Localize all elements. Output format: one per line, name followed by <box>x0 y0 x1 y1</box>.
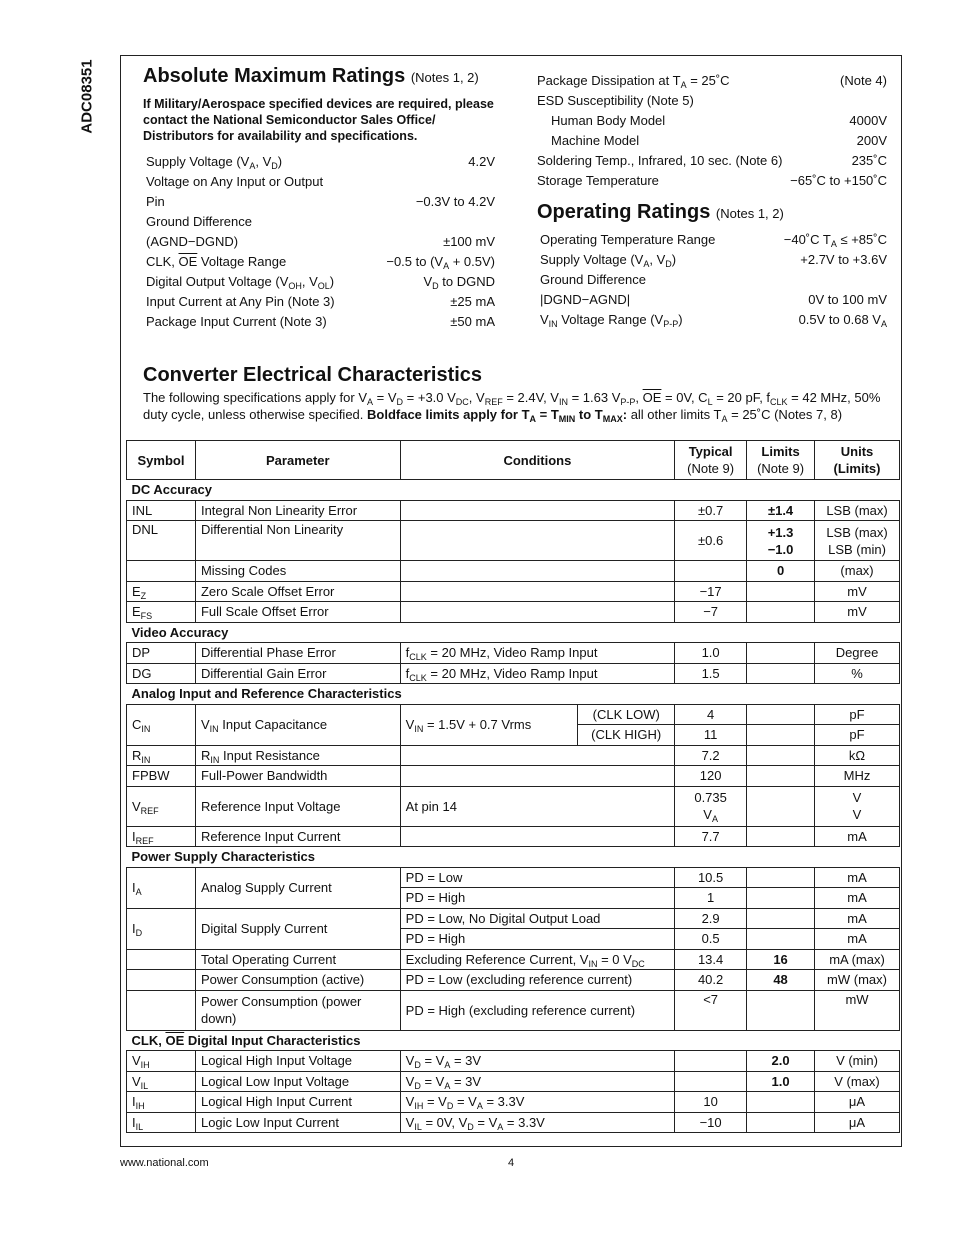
amr-iin: Input Current at Any Pin (Note 3) ±25 mA <box>146 294 495 309</box>
absolute-max-ratings <box>143 65 495 332</box>
spec-table <box>126 440 900 1133</box>
table-row: $I_D$ Digital Supply Current PD = Low, No Digital Output Load 2.9 mA <box>127 908 900 929</box>
amr-spec-list <box>143 152 495 332</box>
table-row: Missing Codes 0 (max) <box>127 561 900 582</box>
amr-heading: Absolute Maximum Ratings (Notes 1, 2) <box>143 65 479 87</box>
amr-spec-list-2 <box>537 71 887 191</box>
opr-spec-list <box>537 230 887 330</box>
section-row: CLK, $\overline{OE}$ Digital Input Characteristics <box>127 1030 900 1051</box>
amr-esd: ESD Susceptibility (Note 5) <box>537 93 694 108</box>
cec-section <box>143 364 901 423</box>
table-row: Power Consumption (active) PD = Low (excluding reference current) 40.2 48 mW (max) <box>127 970 900 991</box>
section-row: DC Accuracy <box>127 480 900 501</box>
table-row: $I_{IL}$ Logic Low Input Current $V_{IL} = 0V$, $V_D = V_A = 3.3V$ −10 μA <box>127 1112 900 1133</box>
footer-page-number: 4 <box>508 1157 515 1169</box>
amr-vin-2: Pin −0.3V to 4.2V <box>146 194 495 209</box>
table-row: $E_{FS}$ Full Scale Offset Error −7 mV <box>127 602 900 623</box>
amr-solder: Soldering Temp., Infrared, 10 sec. (Note 6) 235˚C <box>537 153 887 168</box>
table-row: $I_{REF}$ Reference Input Current 7.7 mA <box>127 826 900 847</box>
table-row: Power Consumption (power down) PD = High (excluding reference current) <7 mW <box>127 990 900 1030</box>
table-row: PD = High 0.5 mA <box>127 929 900 950</box>
amr-supply-label: Supply Voltage ($V_A$, $V_D$) <box>146 154 283 171</box>
table-row: $V_{IL}$ Logical Low Input Voltage $V_D = V_A = 3V$ 1.0 V (max) <box>127 1071 900 1092</box>
side-part-number: ADC08351 <box>78 59 96 134</box>
amr-gd-2: (AGND−DGND) ±100 mV <box>146 234 495 249</box>
section-row: Power Supply Characteristics <box>127 847 900 868</box>
table-row: FPBW Full-Power Bandwidth 120 MHz <box>127 766 900 787</box>
opr-gd-1: Ground Difference <box>540 272 646 287</box>
cec-heading: Converter Electrical Characteristics <box>143 364 483 386</box>
table-row: $E_Z$ Zero Scale Offset Error −17 mV <box>127 581 900 602</box>
amr-mm: Machine Model 200V <box>551 133 887 148</box>
cec-intro: The following specifications apply for $V_A = V_D = +3.0$ $V_{DC}$, $V_{REF} = 2.4V$, $V_{IN} = 1.63$ $V_{P-P}$, $\overline{OE} = 0V$, $C_L = 20$ pF, $f_{CLK} = 42$ MHz, 50% duty cycle, unless otherwise specified. Boldface limits apply for $T_A = T_{MIN}$ to $T_{MAX}$: all other limits $T_A$ = 25˚C (Notes 7, 8) <box>143 390 881 424</box>
table-row: $I_A$ Analog Supply Current PD = Low 10.5 mA <box>127 867 900 888</box>
opr-temp: Operating Temperature Range −40˚C $T_A$ ≤ +85˚C <box>540 232 887 249</box>
table-row: $V_{REF}$ Reference Input Voltage At pin 14 0.735 $V_A$ V V <box>127 786 900 826</box>
amr-pkg-in: Package Input Current (Note 3) ±50 mA <box>146 314 495 329</box>
amr-supply: Supply Voltage ($V_A$, $V_D$) 4.2V <box>146 154 495 171</box>
opr-supply: Supply Voltage ($V_A$, $V_D$) +2.7V to +3.6V <box>540 252 887 269</box>
table-row: $C_{IN}$ $V_{IN}$ Input Capacitance $V_{IN} = 1.5V + 0.7$ Vrms (CLK LOW) 4 pF <box>127 704 900 725</box>
amr-hbm: Human Body Model 4000V <box>551 113 887 128</box>
amr-pd: Package Dissipation at $T_A$ = 25˚C (Note 4) <box>537 73 887 90</box>
table-row: Total Operating Current Excluding Reference Current, $V_{IN} = 0$ $V_{DC}$ 13.4 16 mA (max) <box>127 949 900 970</box>
section-row: Video Accuracy <box>127 622 900 643</box>
opr-gd-2: |DGND−AGND| 0V to 100 mV <box>540 292 887 307</box>
amr-gd-1: Ground Difference <box>146 214 252 229</box>
amr-dout: Digital Output Voltage ($V_{OH}$, $V_{OL}$) $V_D$ to DGND <box>146 274 495 291</box>
table-row: $I_{IH}$ Logical High Input Current $V_{IH} = V_D = V_A = 3.3V$ 10 μA <box>127 1092 900 1113</box>
opr-vin: $V_{IN}$ Voltage Range $(V_{P-P})$ 0.5V to 0.68 $V_A$ <box>540 312 887 329</box>
table-row: PD = High 1 mA <box>127 888 900 909</box>
table-row: INL Integral Non Linearity Error ±0.7 ±1.4 LSB (max) <box>127 500 900 521</box>
table-header: Symbol Parameter Conditions Typical (Note 9) Limits (Note 9) Units (Limits) <box>127 441 900 480</box>
table-row: (CLK HIGH) 11 pF <box>127 725 900 746</box>
military-note: If Military/Aerospace specified devices are required, please contact the National Semiconductor Sales Office/ Distributors for availability and specifications. <box>143 97 494 143</box>
amr-vin-1: Voltage on Any Input or Output <box>146 174 324 189</box>
table-row: DP Differential Phase Error $f_{CLK} = 20$ MHz, Video Ramp Input 1.0 Degree <box>127 643 900 664</box>
amr-storage: Storage Temperature −65˚C to +150˚C <box>537 173 887 188</box>
opr-heading: Operating Ratings (Notes 1, 2) <box>537 201 784 223</box>
section-row: Analog Input and Reference Characteristics <box>127 684 900 705</box>
footer-site: www.national.com <box>120 1157 209 1169</box>
amr-clk: CLK, $\overline{OE}$ Voltage Range −0.5 to $(V_A + 0.5V)$ <box>146 254 495 271</box>
right-column <box>537 71 887 330</box>
table-row: $V_{IH}$ Logical High Input Voltage $V_D = V_A = 3V$ 2.0 V (min) <box>127 1051 900 1072</box>
table-row: $R_{IN}$ $R_{IN}$ Input Resistance 7.2 kΩ <box>127 745 900 766</box>
table-row: DNL Differential Non Linearity ±0.6 +1.3 −1.0 LSB (max) LSB (min) <box>127 521 900 561</box>
table-row: DG Differential Gain Error $f_{CLK} = 20$ MHz, Video Ramp Input 1.5 % <box>127 663 900 684</box>
